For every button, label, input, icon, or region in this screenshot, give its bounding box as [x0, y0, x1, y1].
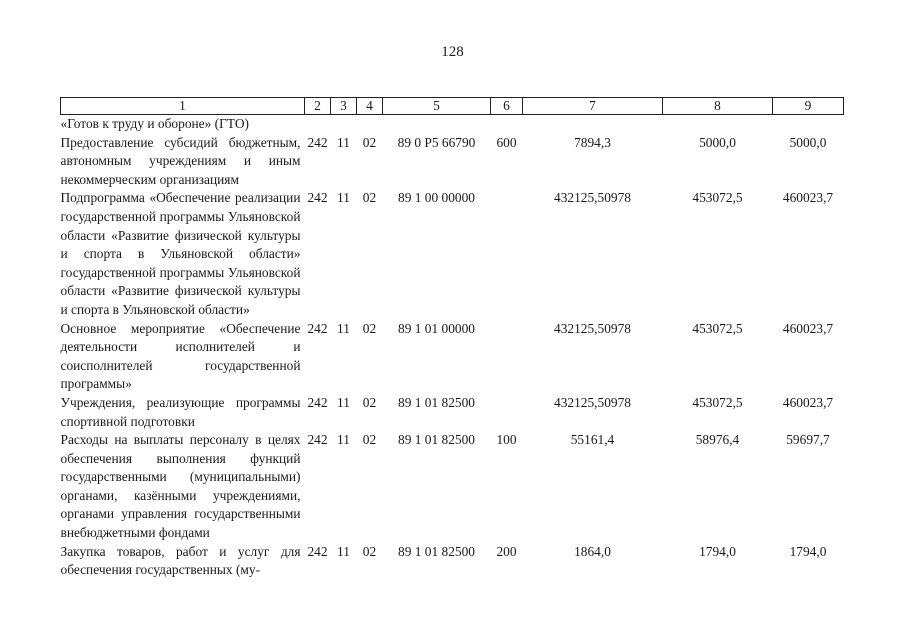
table-row [61, 320, 844, 394]
header-cell: 5 [383, 98, 491, 115]
header-cell: 2 [305, 98, 331, 115]
code-cell: 89 0 P5 66790 [397, 134, 476, 150]
code-cell: 11 [337, 190, 350, 206]
header-cell: 9 [773, 98, 844, 115]
amount-cell: 432125,50978 [554, 394, 631, 410]
code-cell [491, 320, 523, 394]
code-cell: 89 1 01 82500 [398, 432, 475, 448]
amount-cell: 460023,7 [782, 190, 834, 206]
code-cell: 100 [496, 432, 517, 448]
code-cell: 89 1 01 82500 [398, 543, 475, 559]
amount-cell: 453072,5 [692, 320, 743, 336]
amount-cell: 58976,4 [695, 432, 740, 448]
table-body [61, 115, 844, 580]
amount-cell: 1864,0 [574, 543, 611, 559]
amount-cell: 460023,7 [782, 394, 834, 410]
amount-cell: 453072,5 [692, 394, 743, 410]
code-cell: 02 [362, 134, 377, 150]
code-cell [383, 115, 491, 134]
code-cell: 11 [337, 432, 350, 448]
code-cell [491, 394, 523, 431]
table-header [61, 98, 844, 115]
row-name-cell: Расходы на выплаты персоналу в целях обеспечения выполнения функций государственными (муниципальными) органами, казёнными учреждениями, органами управления государственными внебюджетными фондами [60, 432, 301, 541]
code-cell: 89 1 01 82500 [398, 394, 475, 410]
row-name-cell: Закупка товаров, работ и услуг для обеспечения государственных (му- [60, 543, 301, 578]
header-cell: 3 [331, 98, 357, 115]
code-cell: 02 [362, 320, 377, 336]
amount-cell: 1794,0 [699, 543, 736, 559]
code-cell: 11 [337, 134, 350, 150]
amount-cell [773, 115, 844, 134]
code-cell: 89 1 01 00000 [398, 320, 475, 336]
header-row [61, 98, 844, 115]
amount-cell: 460023,7 [782, 320, 834, 336]
code-cell [357, 115, 383, 134]
code-cell [331, 115, 357, 134]
header-cell: 7 [523, 98, 663, 115]
amount-cell: 5000,0 [789, 134, 827, 150]
code-cell [305, 115, 331, 134]
header-cell: 6 [491, 98, 523, 115]
code-cell: 242 [307, 190, 328, 206]
code-cell [491, 189, 523, 319]
code-cell: 242 [307, 432, 328, 448]
row-name-cell: «Готов к труду и обороне» (ГТО) [60, 116, 250, 131]
row-name-cell: Предоставление субсидий бюджетным, автономным учреждениям и иным некоммерческим организациям [60, 134, 301, 187]
amount-cell: 1794,0 [789, 543, 827, 559]
header-cell: 4 [357, 98, 383, 115]
code-cell: 200 [496, 543, 517, 559]
code-cell: 02 [362, 394, 377, 410]
code-cell: 11 [337, 320, 350, 336]
code-cell: 242 [307, 543, 328, 559]
table-row [61, 394, 844, 431]
amount-cell: 7894,3 [574, 134, 611, 150]
code-cell: 242 [307, 394, 328, 410]
code-cell: 02 [362, 543, 377, 559]
budget-table [60, 97, 844, 580]
code-cell: 11 [337, 543, 350, 559]
code-cell: 600 [496, 134, 517, 150]
code-cell [491, 115, 523, 134]
page-number: 128 [441, 44, 464, 60]
table-row [61, 189, 844, 319]
table-row [61, 134, 844, 190]
table-row [61, 543, 844, 580]
table-row [61, 115, 844, 134]
amount-cell: 453072,5 [692, 190, 743, 206]
code-cell: 242 [307, 320, 328, 336]
header-cell: 8 [663, 98, 773, 115]
amount-cell [663, 115, 773, 134]
row-name-cell: Подпрограмма «Обеспечение реализации государственной программы Ульяновской области «Развитие физической культуры и спорта в Ульяновской области» государственной программы Ульяновской области «Развитие физической культуры и спорта в Ульяновской области» [60, 190, 301, 317]
row-name-cell: Основное мероприятие «Обеспечение деятельности исполнителей и соисполнителей государственной программы» [60, 320, 301, 392]
amount-cell [523, 115, 663, 134]
amount-cell: 59697,7 [786, 432, 830, 448]
table-row [61, 431, 844, 543]
code-cell: 02 [362, 432, 377, 448]
header-cell: 1 [61, 98, 305, 115]
code-cell: 242 [307, 134, 328, 150]
amount-cell: 432125,50978 [554, 320, 631, 336]
row-name-cell: Учреждения, реализующие программы спортивной подготовки [60, 394, 301, 429]
code-cell: 11 [337, 394, 350, 410]
amount-cell: 5000,0 [699, 134, 736, 150]
code-cell: 02 [362, 190, 377, 206]
code-cell: 89 1 00 00000 [398, 190, 475, 206]
amount-cell: 55161,4 [570, 432, 615, 448]
amount-cell: 432125,50978 [554, 190, 631, 206]
